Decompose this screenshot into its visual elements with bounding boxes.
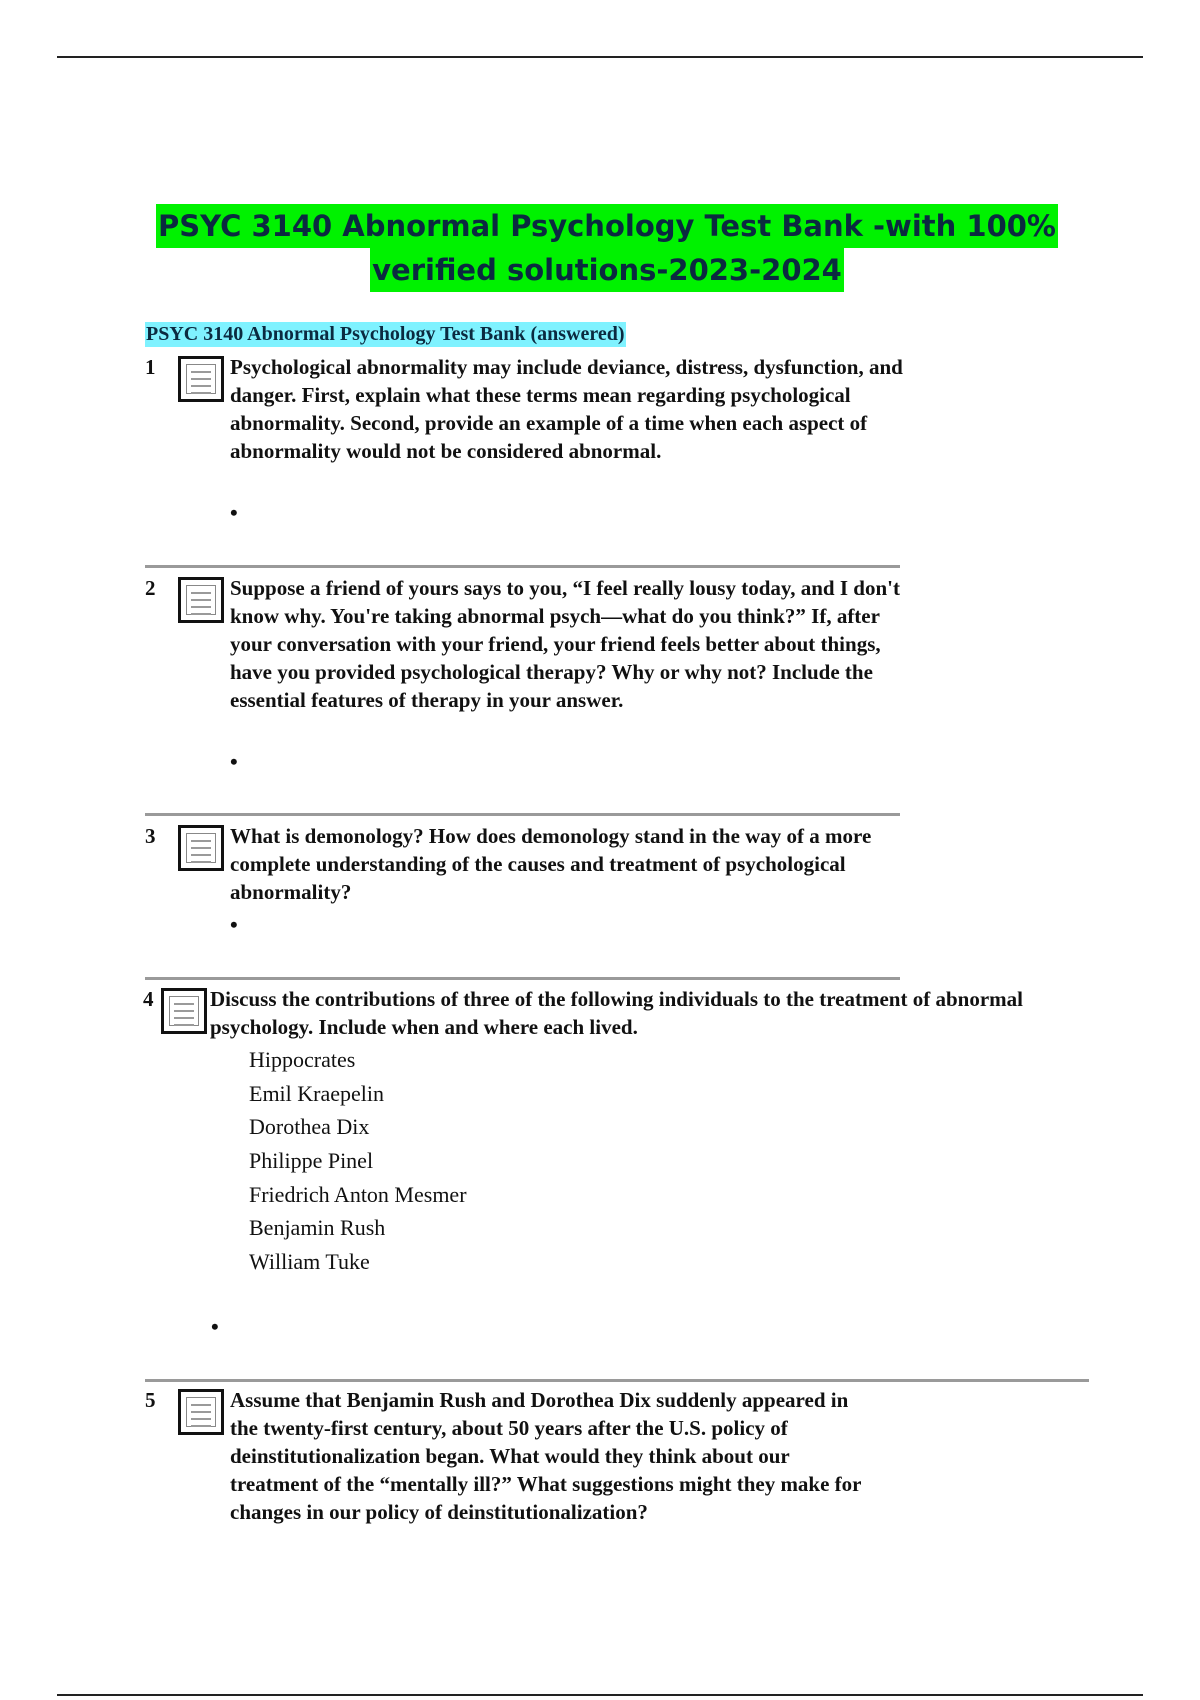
header-rule xyxy=(57,56,1143,58)
list-item: William Tuke xyxy=(249,1249,370,1275)
question-number: 2 xyxy=(145,576,156,600)
answer-bullet: • xyxy=(230,749,238,774)
question-divider xyxy=(145,977,900,980)
answer-bullet: • xyxy=(230,912,238,937)
list-item: Friedrich Anton Mesmer xyxy=(249,1181,467,1207)
question-text: What is demonology? How does demonology stand in the way of a more complete understanding of the causes and treatment of psychological abnormality? xyxy=(230,824,872,904)
question-divider xyxy=(145,565,900,568)
list-item: Dorothea Dix xyxy=(249,1114,370,1140)
list-item: Hippocrates xyxy=(249,1047,356,1072)
answer-bullet: • xyxy=(211,1314,219,1339)
individuals-list xyxy=(249,1043,467,1279)
question-divider xyxy=(145,1379,1089,1382)
list-item: Philippe Pinel xyxy=(249,1148,374,1174)
footer-rule xyxy=(57,1694,1143,1696)
question-number: 1 xyxy=(145,355,156,379)
list-item: Emil Kraepelin xyxy=(249,1080,385,1106)
question-text: Psychological abnormality may include deviance, distress, dysfunction, and danger. First, explain what these terms mean regarding psychological abnormality. Second, provide an example of a time when each aspect of abnormality would not be considered abnormal. xyxy=(230,355,903,463)
document-icon xyxy=(178,577,224,623)
question-text: Discuss the contributions of three of the following individuals to the treatment of abnormal psychology. Include when and where each lived. xyxy=(210,987,1023,1039)
title-line-2: verified solutions-2023-2024 xyxy=(370,248,844,292)
page-title xyxy=(0,204,1200,292)
question-text: Suppose a friend of yours says to you, “I feel really lousy today, and I don't know why. You're taking abnormal psych—what do you think?” If, after your conversation with your friend, your friend feels better about things, have you provided psychological therapy? Why or why not? Include the essential features of therapy in your answer. xyxy=(230,576,900,712)
question-number: 3 xyxy=(145,824,156,848)
document-icon xyxy=(178,356,224,402)
document-icon xyxy=(178,1389,224,1435)
question-divider xyxy=(145,813,900,816)
list-item: Benjamin Rush xyxy=(249,1215,386,1241)
answer-bullet: • xyxy=(230,500,238,525)
question-number: 4 xyxy=(143,987,154,1011)
document-icon xyxy=(178,825,224,871)
document-icon xyxy=(161,988,207,1034)
title-line-1: PSYC 3140 Abnormal Psychology Test Bank -with 100% xyxy=(156,204,1058,248)
question-text: Assume that Benjamin Rush and Dorothea Dix suddenly appeared in the twenty-first century, about 50 years after the U.S. policy of deinstitutionalization began. What would they think about our treatment of the “mentally ill?” What suggestions might they make for changes in our policy of deinstitutionalization? xyxy=(230,1388,862,1524)
question-number: 5 xyxy=(145,1388,156,1412)
subtitle: PSYC 3140 Abnormal Psychology Test Bank (answered) xyxy=(146,323,625,345)
